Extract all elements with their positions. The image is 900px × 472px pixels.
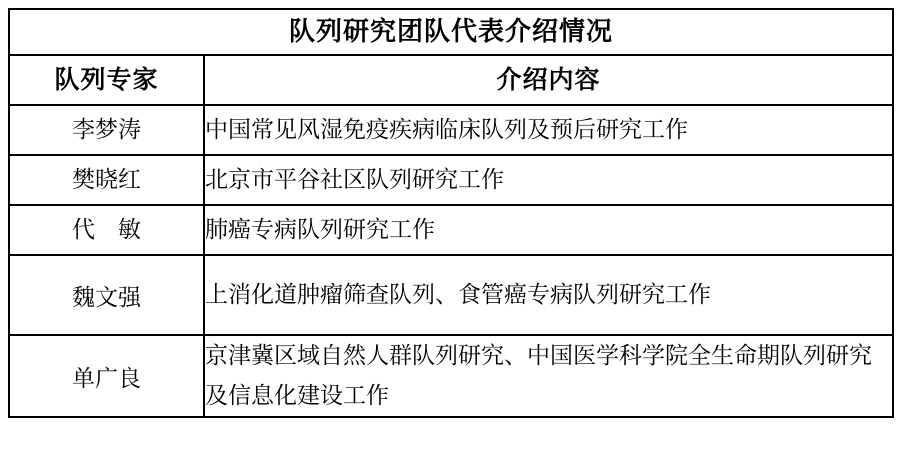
expert-content: 京津冀区域自然人群队列研究、中国医学科学院全生命期队列研究及信息化建设工作 (204, 335, 893, 417)
expert-name: 李梦涛 (9, 105, 204, 155)
table-title: 队列研究团队代表介绍情况 (9, 9, 893, 55)
table-header-row (9, 55, 893, 105)
expert-name: 代 敏 (9, 205, 204, 255)
table-row (9, 205, 893, 255)
table-row (9, 335, 893, 417)
column-header-content: 介绍内容 (204, 55, 893, 105)
expert-content: 上消化道肿瘤筛查队列、食管癌专病队列研究工作 (204, 255, 893, 335)
expert-content: 肺癌专病队列研究工作 (204, 205, 893, 255)
expert-content: 中国常见风湿免疫疾病临床队列及预后研究工作 (204, 105, 893, 155)
cohort-intro-table (8, 8, 894, 418)
expert-name: 樊晓红 (9, 155, 204, 205)
table-row (9, 255, 893, 335)
column-header-expert: 队列专家 (9, 55, 204, 105)
table-title-row (9, 9, 893, 55)
table-row (9, 155, 893, 205)
expert-name: 单广良 (9, 335, 204, 417)
table-row (9, 105, 893, 155)
expert-content: 北京市平谷社区队列研究工作 (204, 155, 893, 205)
expert-name: 魏文强 (9, 255, 204, 335)
